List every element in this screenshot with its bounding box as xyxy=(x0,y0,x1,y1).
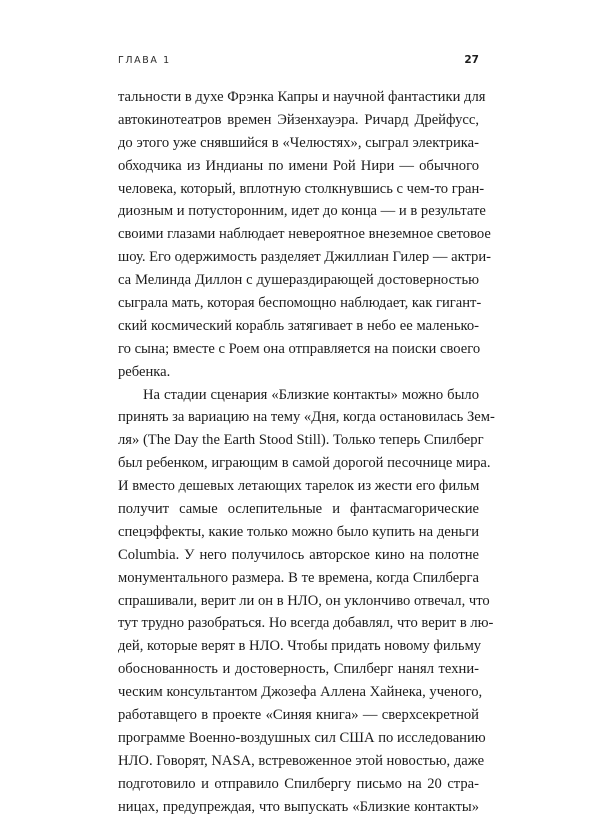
text-line: ческим консультантом Джозефа Аллена Хайнека, ученого, xyxy=(118,684,483,701)
text-line: своими глазами наблюдает невероятное внеземное световое xyxy=(118,226,491,243)
text-line: спрашивали, верит ли он в НЛО, он уклончиво отвечал, что xyxy=(118,592,490,609)
text-line: тальности в духе Фрэнка Капры и научной фантастики для xyxy=(118,89,486,105)
running-header xyxy=(118,55,479,69)
text-line: На стадии сценария «Близкие контакты» можно было xyxy=(143,386,479,403)
text-line: получит самые ослепительные и фантасмагорические xyxy=(118,501,479,518)
text-line: ский космический корабль затягивает в небо ее маленько- xyxy=(118,317,479,334)
text-line: работавщего в проекте «Синяя книга» — сверхсекретной xyxy=(118,707,479,724)
text-line: спецэффекты, какие только можно было купить на деньги xyxy=(118,523,479,540)
text-line: дей, которые верят в НЛО. Чтобы придать новому фильму xyxy=(118,638,482,655)
text-line: подготовило и отправило Спилбергу письмо на 20 стра- xyxy=(118,775,479,792)
text-line: тут трудно разобраться. Но всегда добавлял, что верит в лю- xyxy=(118,615,494,632)
text-line: И вместо дешевых летающих тарелок из жести его фильм xyxy=(118,478,480,495)
text-line: сыграла мать, которая беспомощно наблюдает, как гигант- xyxy=(118,295,482,312)
text-line: диозным и потусторонним, идет до конца — и в результате xyxy=(118,203,486,220)
text-line: ницах, предупреждая, что выпускать «Близкие контакты» xyxy=(118,798,479,815)
text-line: шоу. Его одержимость разделяет Джиллиан Гилер — актри- xyxy=(118,249,491,266)
text-line: автокинотеатров времен Эйзенхауэра. Ричард Дрейфусс, xyxy=(118,111,479,128)
text-line: принять за вариацию на тему «Дня, когда остановилась Зем- xyxy=(118,409,495,426)
text-line: человека, который, вплотную столкнувшись с чем-то гран- xyxy=(118,180,485,197)
text-line: монументального размера. В те времена, когда Спилберга xyxy=(118,569,479,586)
text-line: ля» (The Day the Earth Stood Still). Только теперь Спилберг xyxy=(118,432,484,449)
text-line: программе Военно-воздушных сил США по исследованию xyxy=(118,729,486,746)
paragraph-2 xyxy=(118,384,495,819)
body-text xyxy=(118,86,495,819)
page-number: 27 xyxy=(464,54,479,66)
text-line: НЛО. Говорят, NASA, встревоженное этой новостью, даже xyxy=(118,752,485,769)
chapter-label: ГЛАВА 1 xyxy=(118,55,171,66)
text-line: го сына; вместе с Роем она отправляется на поиски своего xyxy=(118,340,481,357)
paragraph-1 xyxy=(118,86,491,384)
text-line: был ребенком, играющим в самой дорогой песочнице мира. xyxy=(118,455,491,472)
text-line: обходчика из Индианы по имени Рой Нири — обычного xyxy=(118,157,479,174)
text-line: ребенка. xyxy=(118,363,171,380)
text-line: са Мелинда Диллон с душераздирающей достоверностью xyxy=(118,272,479,289)
text-line: обоснованность и достоверность, Спилберг нанял техни- xyxy=(118,661,479,678)
text-line: до этого уже снявшийся в «Челюстях», сыграл электрика- xyxy=(118,134,479,151)
text-line: Columbia. У него получилось авторское кино на полотне xyxy=(118,546,479,563)
